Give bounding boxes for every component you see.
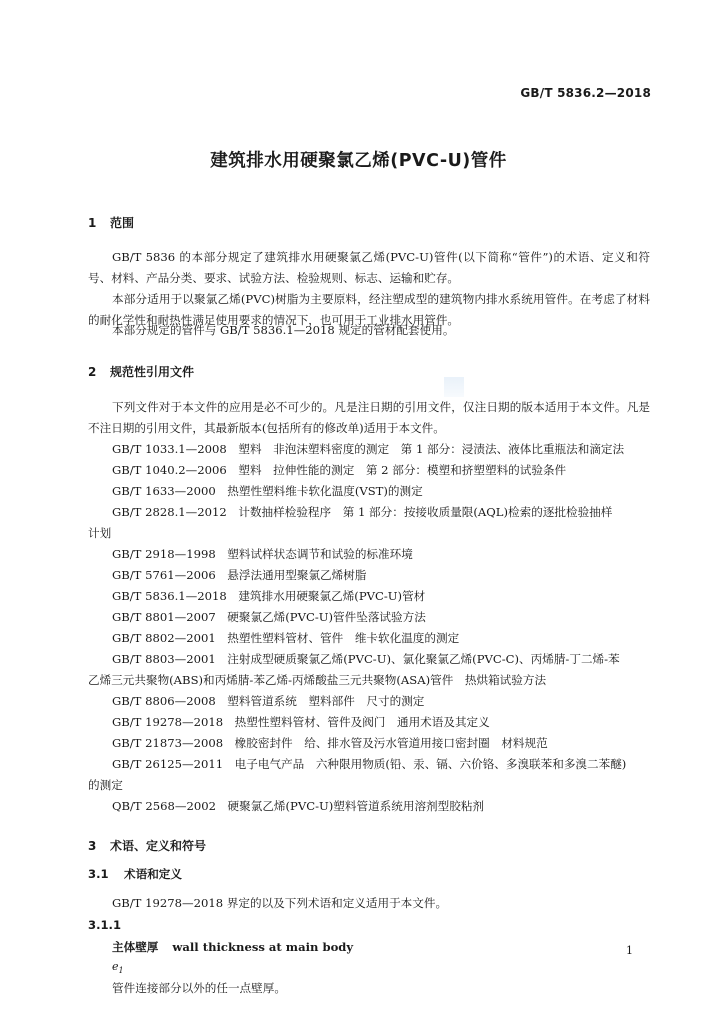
document-title: 建筑排水用硬聚氯乙烯(PVC-U)管件 bbox=[210, 151, 507, 171]
symbol-letter: e bbox=[112, 960, 119, 973]
reference-item: GB/T 21873—2008 橡胶密封件 给、排水管及污水管道用接口密封圈 材料规范 bbox=[112, 736, 548, 750]
section-2-heading bbox=[88, 363, 194, 380]
reference-item: QB/T 2568—2002 硬聚氯乙烯(PVC-U)塑料管道系统用溶剂型胶粘剂 bbox=[112, 799, 485, 813]
section-3-title: 术语、定义和符号 bbox=[110, 839, 207, 853]
scope-paragraph-3: 本部分规定的管件与 GB/T 5836.1—2018 规定的管材配套使用。 bbox=[112, 323, 455, 337]
symbol-subscript: 1 bbox=[118, 966, 124, 976]
reference-item: GB/T 1633—2000 热塑性塑料维卡软化温度(VST)的测定 bbox=[112, 484, 423, 498]
scan-artifact bbox=[444, 377, 464, 397]
section-3-heading bbox=[88, 837, 206, 854]
clause-number: 3.1.1 bbox=[88, 918, 122, 932]
reference-item: GB/T 26125—2011 电子电气产品 六种限用物质(铅、汞、镉、六价铬、多溴联苯和多溴二苯醚) bbox=[112, 757, 627, 771]
section-2-title: 规范性引用文件 bbox=[110, 365, 195, 379]
term-english: wall thickness at main body bbox=[172, 940, 354, 954]
reference-continuation: 乙烯三元共聚物(ABS)和丙烯腈-苯乙烯-丙烯酸盐三元共聚物(ASA)管件 热烘箱试验方法 bbox=[88, 673, 547, 687]
subsection-number: 3.1 bbox=[88, 867, 109, 881]
reference-continuation: 的测定 bbox=[88, 778, 123, 792]
scope-paragraph-1: GB/T 5836 的本部分规定了建筑排水用硬聚氯乙烯(PVC-U)管件(以下简称“管件”)的术语、定义和符号、材料、产品分类、要求、试验方法、检验规则、标志、运输和贮存。 bbox=[88, 250, 650, 285]
reference-item: GB/T 5836.1—2018 建筑排水用硬聚氯乙烯(PVC-U)管材 bbox=[112, 589, 426, 603]
subsection-3-1-heading bbox=[88, 866, 182, 882]
reference-item: GB/T 8801—2007 硬聚氯乙烯(PVC-U)管件坠落试验方法 bbox=[112, 610, 426, 624]
references-intro: 下列文件对于本文件的应用是必不可少的。凡是注日期的引用文件，仅注日期的版本适用于本文件。凡是不注日期的引用文件，其最新版本(包括所有的修改单)适用于本文件。 bbox=[88, 400, 650, 435]
reference-item: GB/T 5761—2006 悬浮法通用型聚氯乙烯树脂 bbox=[112, 568, 367, 582]
term-definition: 管件连接部分以外的任一点壁厚。 bbox=[112, 981, 286, 995]
section-3-number: 3 bbox=[88, 839, 97, 853]
term-entry bbox=[112, 939, 353, 955]
reference-item: GB/T 8806—2008 塑料管道系统 塑料部件 尺寸的测定 bbox=[112, 694, 425, 708]
subsection-title: 术语和定义 bbox=[124, 867, 182, 881]
section-1-number: 1 bbox=[88, 216, 97, 230]
reference-item: GB/T 1033.1—2008 塑料 非泡沫塑料密度的测定 第 1 部分：浸渍法、液体比重瓶法和滴定法 bbox=[112, 442, 625, 456]
term-symbol bbox=[112, 960, 124, 975]
reference-item: GB/T 8803—2001 注射成型硬质聚氯乙烯(PVC-U)、氯化聚氯乙烯(PVC-C)、丙烯腈-丁二烯-苯 bbox=[112, 652, 620, 666]
reference-item: GB/T 19278—2018 热塑性塑料管材、管件及阀门 通用术语及其定义 bbox=[112, 715, 490, 729]
section-1-heading bbox=[88, 214, 134, 231]
terms-intro: GB/T 19278—2018 界定的以及下列术语和定义适用于本文件。 bbox=[112, 896, 448, 910]
section-1-title: 范围 bbox=[110, 216, 135, 230]
reference-continuation: 计划 bbox=[88, 526, 112, 540]
scope-paragraph-2: 本部分适用于以聚氯乙烯(PVC)树脂为主要原料，经注塑成型的建筑物内排水系统用管件。在考虑了材料的耐化学性和耐热性满足使用要求的情况下，也可用于工业排水用管件。 bbox=[88, 292, 650, 327]
page-number: 1 bbox=[626, 944, 633, 957]
section-2-number: 2 bbox=[88, 365, 97, 379]
reference-item: GB/T 8802—2001 热塑性塑料管材、管件 维卡软化温度的测定 bbox=[112, 631, 460, 645]
reference-item: GB/T 1040.2—2006 塑料 拉伸性能的测定 第 2 部分：模塑和挤塑塑料的试验条件 bbox=[112, 463, 567, 477]
reference-item: GB/T 2828.1—2012 计数抽样检验程序 第 1 部分：按接收质量限(AQL)检索的逐批检验抽样 bbox=[112, 505, 613, 519]
standard-code: GB/T 5836.2—2018 bbox=[520, 86, 651, 100]
reference-item: GB/T 2918—1998 塑料试样状态调节和试验的标准环境 bbox=[112, 547, 413, 561]
term-chinese: 主体壁厚 bbox=[112, 940, 159, 954]
